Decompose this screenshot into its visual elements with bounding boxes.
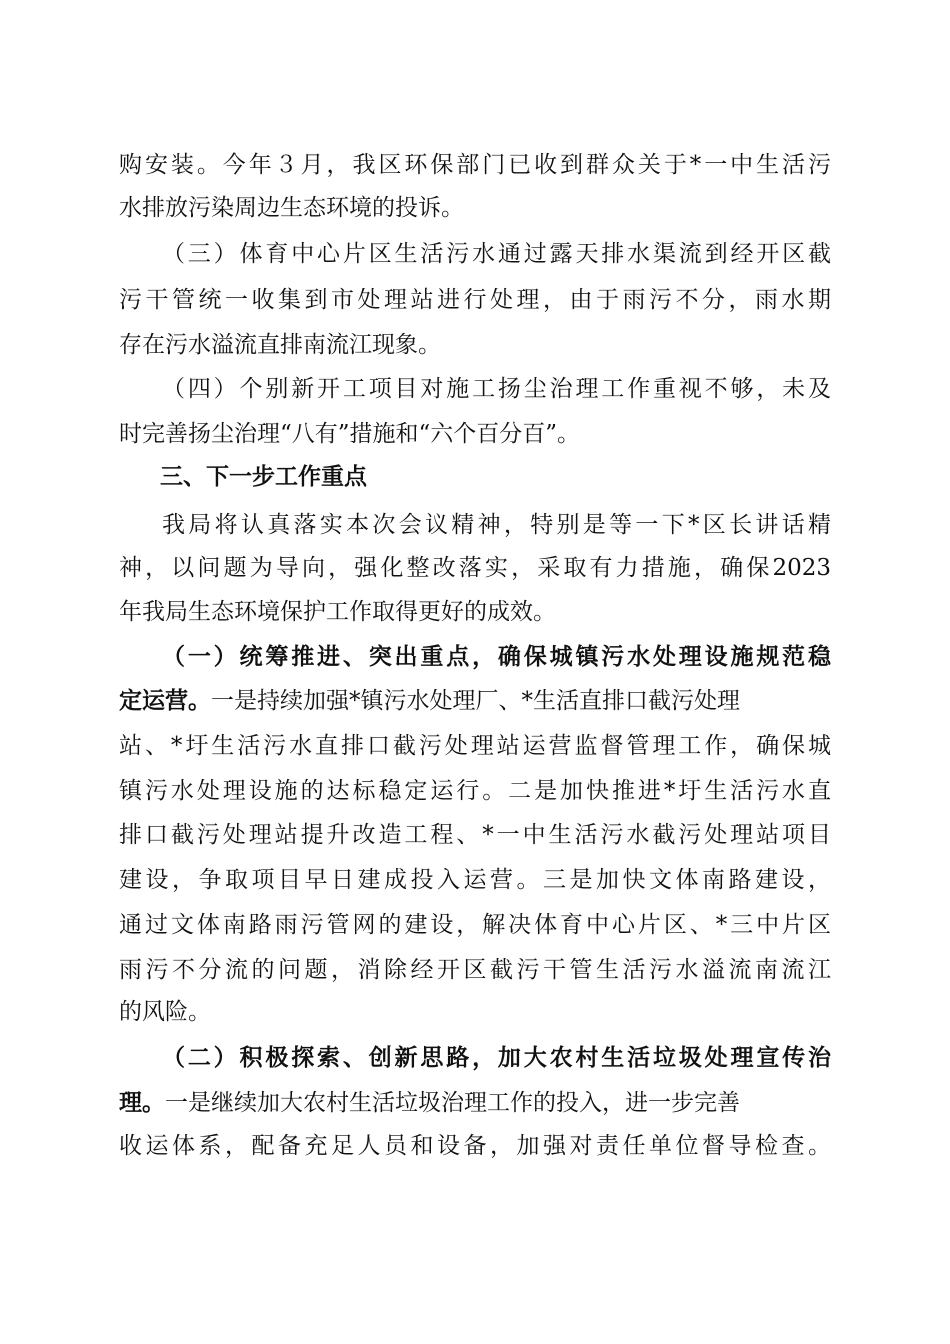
paragraph-line: 污干管统一收集到市处理站进行处理，由于雨污不分，雨水期 (119, 287, 831, 313)
paragraph-line (119, 686, 831, 716)
paragraph-line: 排口截污处理站提升改造工程、*一中生活污水截污处理站项目 (119, 822, 831, 848)
paragraph-line: 神，以问题为导向，强化整改落实，采取有力措施，确保2023 (119, 555, 831, 581)
paragraph-line: 站、*圩生活污水直排口截污处理站运营监督管理工作，确保城 (119, 733, 831, 759)
section-heading: 三、下一步工作重点 (160, 464, 367, 490)
paragraph-lead-line: （二）积极探索、创新思路，加大农村生活垃圾处理宣传治 (162, 1044, 831, 1071)
paragraph-line: 年我局生态环境保护工作取得更好的成效。 (119, 599, 556, 625)
paragraph-line: 镇污水处理设施的达标稳定运行。二是加快推进*圩生活污水直 (119, 778, 831, 804)
paragraph-line: （四）个别新开工项目对施工扬尘治理工作重视不够，未及 (162, 376, 831, 402)
paragraph-lead-fragment: 定运营。 (119, 687, 211, 714)
paragraph-line: 建设，争取项目早日建成投入运营。三是加快文体南路建设， (119, 867, 831, 893)
paragraph-line: 的风险。 (119, 999, 211, 1025)
paragraph-line: 水排放污染周边生态环境的投诉。 (119, 195, 464, 221)
paragraph-fragment: 一是持续加强*镇污水处理厂、*生活直排口截污处理 (211, 688, 740, 714)
paragraph-fragment: 一是继续加大农村生活垃圾治理工作的投入，进一步完善 (165, 1090, 740, 1116)
paragraph-line: 收运体系，配备充足人员和设备，加强对责任单位督导检查。 (119, 1133, 831, 1159)
paragraph-line: 存在污水溢流直排南流江现象。 (119, 332, 441, 358)
paragraph-line: 我局将认真落实本次会议精神，特别是等一下*区长讲话精 (162, 512, 831, 538)
paragraph-line: 购安装。今年３月，我区环保部门已收到群众关于*一中生活污 (119, 152, 831, 178)
paragraph-line: （三）体育中心片区生活污水通过露天排水渠流到经开区截 (162, 241, 831, 267)
paragraph-lead-fragment: 理。 (119, 1089, 165, 1116)
paragraph-lead-line: （一）统筹推进、突出重点，确保城镇污水处理设施规范稳 (162, 643, 831, 670)
paragraph-line: 雨污不分流的问题，消除经开区截污干管生活污水溢流南流江 (119, 957, 831, 983)
paragraph-line: 时完善扬尘治理“八有”措施和“六个百分百”。 (119, 421, 581, 447)
paragraph-line: 通过文体南路雨污管网的建设，解决体育中心片区、*三中片区 (119, 912, 831, 938)
paragraph-line (119, 1088, 831, 1118)
